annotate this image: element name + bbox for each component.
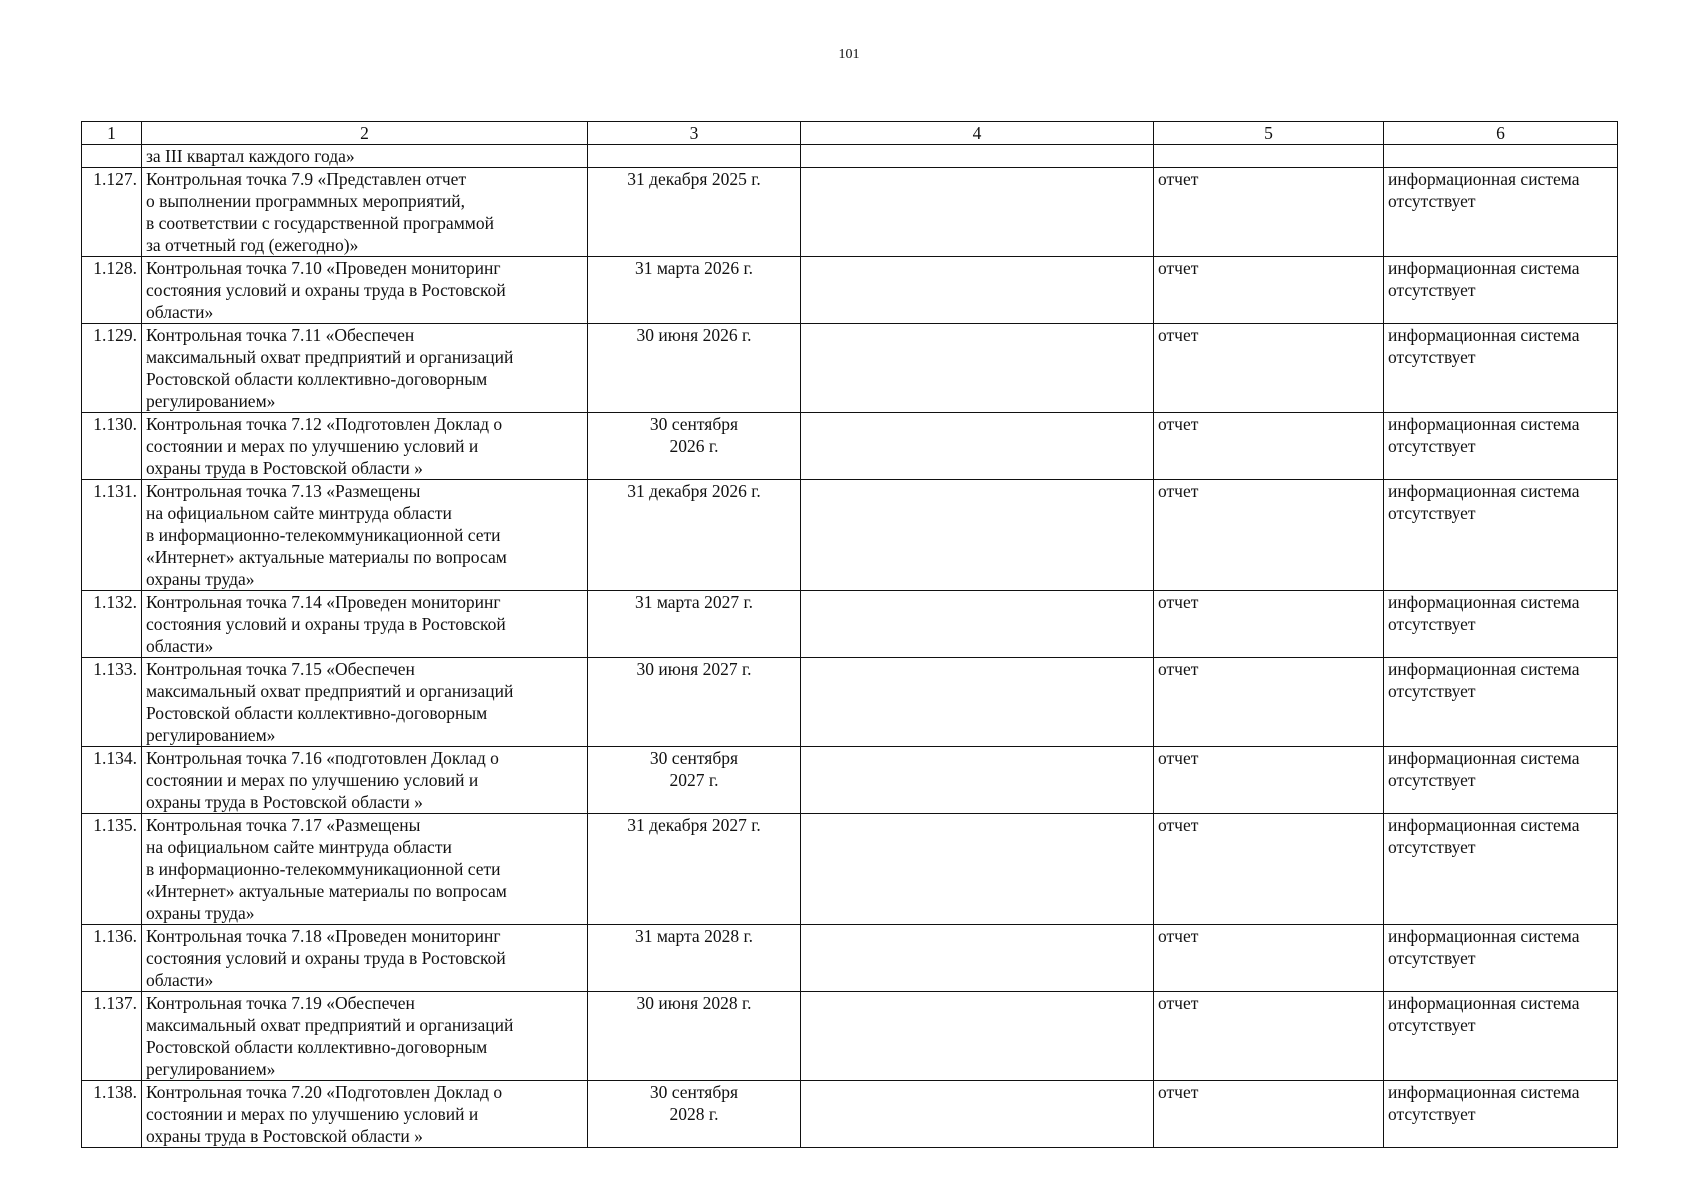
row-system-cell: информационная система отсутствует <box>1384 257 1618 324</box>
row-title-cell: Контрольная точка 7.12 «Подготовлен Доклад о состоянии и мерах по улучшению условий и охраны труда в Ростовской области » <box>142 413 588 480</box>
row-doc-cell: отчет <box>1154 591 1384 658</box>
row-doc-cell: отчет <box>1154 1081 1384 1148</box>
control-points-table <box>81 121 1618 1148</box>
row-number-cell: 1.131. <box>82 480 142 591</box>
row-title-cell: Контрольная точка 7.15 «Обеспечен максимальный охват предприятий и организаций Ростовской области коллективно-договорным регулированием» <box>142 658 588 747</box>
table-row <box>82 992 1618 1081</box>
column-4-cell <box>801 591 1154 658</box>
column-4-cell <box>801 992 1154 1081</box>
column-4-cell <box>801 145 1154 168</box>
page-number: 101 <box>838 47 860 62</box>
row-title-cell: Контрольная точка 7.13 «Размещены на официальном сайте минтруда области в информационно-телекоммуникационной сети «Интернет» актуальные материалы по вопросам охраны труда» <box>142 480 588 591</box>
row-date-cell: 30 сентября 2026 г. <box>588 413 801 480</box>
column-4-cell <box>801 257 1154 324</box>
row-date-cell: 31 декабря 2027 г. <box>588 814 801 925</box>
table-row <box>82 413 1618 480</box>
row-date-cell: 30 сентября 2028 г. <box>588 1081 801 1148</box>
row-date-cell: 30 июня 2027 г. <box>588 658 801 747</box>
row-date-cell: 31 марта 2026 г. <box>588 257 801 324</box>
row-title-cell: Контрольная точка 7.18 «Проведен мониторинг состояния условий и охраны труда в Ростовской области» <box>142 925 588 992</box>
row-title-cell: Контрольная точка 7.16 «подготовлен Доклад о состоянии и мерах по улучшению условий и охраны труда в Ростовской области » <box>142 747 588 814</box>
table-row <box>82 925 1618 992</box>
column-header: 6 <box>1384 122 1618 145</box>
row-doc-cell: отчет <box>1154 925 1384 992</box>
row-doc-cell: отчет <box>1154 480 1384 591</box>
row-system-cell: информационная система отсутствует <box>1384 658 1618 747</box>
row-doc-cell: отчет <box>1154 747 1384 814</box>
column-4-cell <box>801 324 1154 413</box>
row-system-cell: информационная система отсутствует <box>1384 925 1618 992</box>
column-4-cell <box>801 480 1154 591</box>
table-row <box>82 591 1618 658</box>
row-title-cell: Контрольная точка 7.20 «Подготовлен Доклад о состоянии и мерах по улучшению условий и охраны труда в Ростовской области » <box>142 1081 588 1148</box>
row-number-cell: 1.134. <box>82 747 142 814</box>
column-header: 3 <box>588 122 801 145</box>
row-system-cell: информационная система отсутствует <box>1384 324 1618 413</box>
row-doc-cell: отчет <box>1154 413 1384 480</box>
column-4-cell <box>801 413 1154 480</box>
row-number-cell <box>82 145 142 168</box>
row-date-cell: 31 декабря 2025 г. <box>588 168 801 257</box>
row-date-cell: 30 июня 2026 г. <box>588 324 801 413</box>
column-4-cell <box>801 168 1154 257</box>
row-doc-cell <box>1154 145 1384 168</box>
row-doc-cell: отчет <box>1154 324 1384 413</box>
row-number-cell: 1.132. <box>82 591 142 658</box>
column-4-cell <box>801 814 1154 925</box>
row-system-cell: информационная система отсутствует <box>1384 591 1618 658</box>
row-system-cell: информационная система отсутствует <box>1384 1081 1618 1148</box>
row-doc-cell: отчет <box>1154 658 1384 747</box>
column-header: 2 <box>142 122 588 145</box>
row-title-cell: Контрольная точка 7.11 «Обеспечен максимальный охват предприятий и организаций Ростовской области коллективно-договорным регулированием» <box>142 324 588 413</box>
row-system-cell: информационная система отсутствует <box>1384 747 1618 814</box>
row-title-cell: за III квартал каждого года» <box>142 145 588 168</box>
row-date-cell: 31 декабря 2026 г. <box>588 480 801 591</box>
column-header: 1 <box>82 122 142 145</box>
row-number-cell: 1.133. <box>82 658 142 747</box>
row-number-cell: 1.137. <box>82 992 142 1081</box>
row-system-cell <box>1384 145 1618 168</box>
row-date-cell: 31 марта 2028 г. <box>588 925 801 992</box>
row-title-cell: Контрольная точка 7.14 «Проведен мониторинг состояния условий и охраны труда в Ростовской области» <box>142 591 588 658</box>
row-title-cell: Контрольная точка 7.9 «Представлен отчет о выполнении программных мероприятий, в соответствии с государственной программой за отчетный год (ежегодно)» <box>142 168 588 257</box>
row-date-cell <box>588 145 801 168</box>
row-system-cell: информационная система отсутствует <box>1384 413 1618 480</box>
column-4-cell <box>801 747 1154 814</box>
row-date-cell: 30 июня 2028 г. <box>588 992 801 1081</box>
column-4-cell <box>801 1081 1154 1148</box>
row-system-cell: информационная система отсутствует <box>1384 992 1618 1081</box>
row-number-cell: 1.128. <box>82 257 142 324</box>
table-row <box>82 658 1618 747</box>
row-number-cell: 1.130. <box>82 413 142 480</box>
table-row <box>82 257 1618 324</box>
row-system-cell: информационная система отсутствует <box>1384 480 1618 591</box>
row-number-cell: 1.135. <box>82 814 142 925</box>
header-row <box>82 122 1618 145</box>
row-number-cell: 1.138. <box>82 1081 142 1148</box>
row-doc-cell: отчет <box>1154 992 1384 1081</box>
row-title-cell: Контрольная точка 7.19 «Обеспечен максимальный охват предприятий и организаций Ростовской области коллективно-договорным регулированием» <box>142 992 588 1081</box>
row-system-cell: информационная система отсутствует <box>1384 168 1618 257</box>
row-number-cell: 1.136. <box>82 925 142 992</box>
row-system-cell: информационная система отсутствует <box>1384 814 1618 925</box>
row-doc-cell: отчет <box>1154 257 1384 324</box>
table-row <box>82 324 1618 413</box>
continuation-row <box>82 145 1618 168</box>
column-4-cell <box>801 925 1154 992</box>
row-number-cell: 1.127. <box>82 168 142 257</box>
row-doc-cell: отчет <box>1154 168 1384 257</box>
column-header: 5 <box>1154 122 1384 145</box>
column-4-cell <box>801 658 1154 747</box>
row-date-cell: 31 марта 2027 г. <box>588 591 801 658</box>
table-row <box>82 168 1618 257</box>
table-row <box>82 814 1618 925</box>
table-row <box>82 747 1618 814</box>
column-header: 4 <box>801 122 1154 145</box>
row-title-cell: Контрольная точка 7.10 «Проведен мониторинг состояния условий и охраны труда в Ростовской области» <box>142 257 588 324</box>
row-title-cell: Контрольная точка 7.17 «Размещены на официальном сайте минтруда области в информационно-телекоммуникационной сети «Интернет» актуальные материалы по вопросам охраны труда» <box>142 814 588 925</box>
row-doc-cell: отчет <box>1154 814 1384 925</box>
table-row <box>82 480 1618 591</box>
row-number-cell: 1.129. <box>82 324 142 413</box>
table-row <box>82 1081 1618 1148</box>
row-date-cell: 30 сентября 2027 г. <box>588 747 801 814</box>
